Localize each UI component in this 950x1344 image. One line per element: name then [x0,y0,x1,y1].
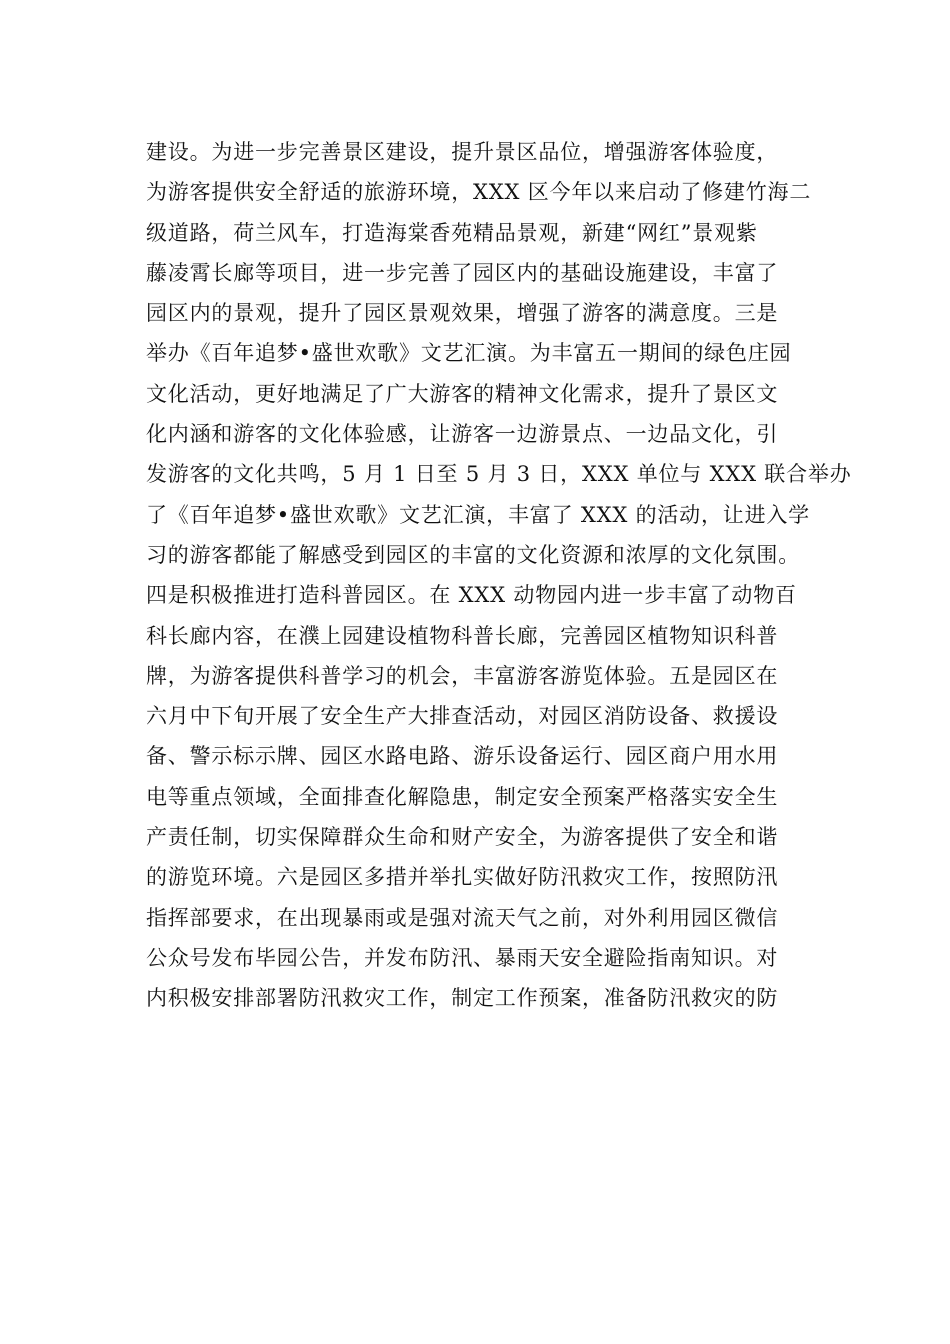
text-line: 级道路，荷兰风车，打造海棠香苑精品景观，新建“网红”景观紫 [146,220,758,245]
text-line: 为游客提供安全舒适的旅游环境，XXX 区今年以来启动了修建竹海二 [146,180,812,205]
text-line: 化内涵和游客的文化体验感，让游客一边游景点、一边品文化，引 [146,422,779,447]
text-line: 公众号发布毕园公告，并发布防汛、暴雨天安全避险指南知识。对 [146,945,779,970]
text-line: 园区内的景观，提升了园区景观效果，增强了游客的满意度。三是 [146,301,779,326]
text-line: 内积极安排部署防汛救灾工作，制定工作预案，准备防汛救灾的防 [146,986,779,1011]
text-line: 的游览环境。六是园区多措并举扎实做好防汛救灾工作，按照防汛 [146,865,779,890]
text-line: 六月中下旬开展了安全生产大排查活动，对园区消防设备、救援设 [146,704,779,729]
text-line: 备、警示标示牌、园区水路电路、游乐设备运行、园区商户用水用 [146,744,779,769]
text-line: 科长廊内容，在濮上园建设植物科普长廊，完善园区植物知识科普 [146,623,779,648]
text-line: 举办《百年追梦•盛世欢歌》文艺汇演。为丰富五一期间的绿色庄园 [146,341,792,366]
text-line: 藤凌霄长廊等项目，进一步完善了园区内的基础设施建设，丰富了 [146,260,779,285]
text-line: 指挥部要求，在出现暴雨或是强对流天气之前，对外利用园区微信 [146,905,779,930]
text-line: 习的游客都能了解感受到园区的丰富的文化资源和浓厚的文化氛围。 [146,542,800,567]
text-line: 发游客的文化共鸣，5 月 1 日至 5 月 3 日，XXX 单位与 XXX 联合举办 [146,462,852,487]
body-text [146,132,852,1019]
text-line: 牌，为游客提供科普学习的机会，丰富游客游览体验。五是园区在 [146,663,779,688]
text-line: 了《百年追梦•盛世欢歌》文艺汇演，丰富了 XXX 的活动，让进入学 [146,502,810,527]
text-line: 建设。为进一步完善景区建设，提升景区品位，增强游客体验度， [146,140,779,164]
text-line: 产责任制，切实保障群众生命和财产安全，为游客提供了安全和谐 [146,825,779,850]
text-line: 电等重点领域，全面排查化解隐患，制定安全预案严格落实安全生 [146,784,779,809]
text-line: 文化活动，更好地满足了广大游客的精神文化需求，提升了景区文 [146,381,779,406]
text-line: 四是积极推进打造科普园区。在 XXX 动物园内进一步丰富了动物百 [146,583,797,608]
